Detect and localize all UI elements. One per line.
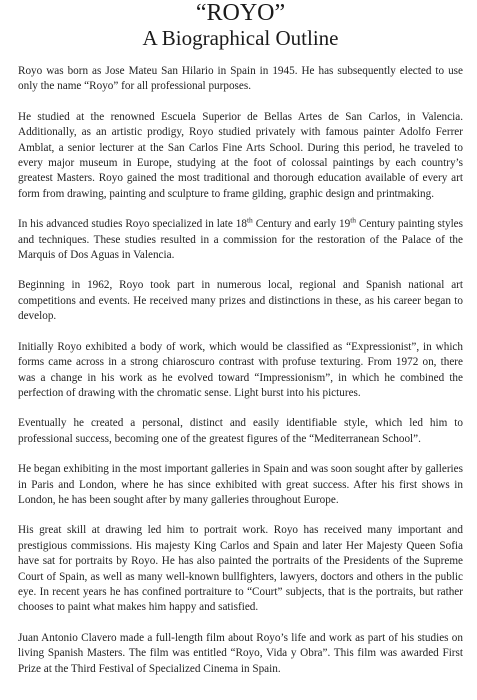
paragraph-portraits: His great skill at drawing led him to portrait work. Royo has received many important and prestigious commissions. His majesty King Carlos and Spain and later Her Majesty Queen Sofia have sat for portraits by Royo. He has also painted the portraits of the Presidents of the Supreme Court of Spain, as well as many well-known bullfighters, lawyers, doctors and others in the public eye. In recent years he has confined portraiture to “Court” subjects, that is the portraits, but rather chooses to paint what makes him happy and satisfied. [18,524,463,614]
document-title: “ROYO” [195,0,286,26]
paragraph-text: In his advanced studies Royo specialized in late 18 [18,218,247,231]
document-subtitle: A Biographical Outline [142,26,339,50]
paragraph-galleries: He began exhibiting in the most important galleries in Spain and was soon sought after by galleries in Paris and London, where he has since exhibited with great success. After his first shows in London, he has been sought after by many galleries throughout Europe. [18,463,463,506]
superscript: th [246,215,253,225]
paragraph-text: Century painting styles and techniques. These studies resulted in a commission for the restoration of the Palace of the Marquis of Dos Aguas in Valencia. [18,218,463,262]
paragraph-style: Eventually he created a personal, distinct and easily identifiable style, which led him to professional success, becoming one of the greatest figures of the “Mediterranean School”. [18,417,463,445]
paragraph-competitions: Beginning in 1962, Royo took part in numerous local, regional and Spanish national art competitions and events. He received many prizes and distinctions in these, as his career began to develop. [18,279,463,323]
paragraph-advanced-studies [18,217,463,263]
superscript: th [350,215,357,225]
paragraph-birth: Royo was born as Jose Mateu San Hilario in Spain in 1945. He has subsequently elected to use only the name “Royo” for all professional purposes. [18,65,463,93]
paragraph-expressionist: Initially Royo exhibited a body of work, which would be classified as “Expressionist”, in which forms came across in a strong chiaroscuro contrast with profuse texturing. From 1972 on, there was a change in his work as he evolved toward “Impressionism”, in which he combined the perfection of drawing with the chromatic sense. Light burst into his pictures. [18,340,463,399]
paragraph-text: Century and early 19 [252,218,351,231]
paragraph-film: Juan Antonio Clavero made a full-length film about Royo’s life and work as part of his studies on living Spanish Masters. The film was entitled “Royo, Vida y Obra”. This film was awarded First Prize at the Third Festival of Specialized Cinema in Spain. [18,631,463,675]
paragraph-education: He studied at the renowned Escuela Superior de Bellas Artes de San Carlos, in Valencia. Additionally, as an artistic prodigy, Royo studied privately with famous painter Adolfo Ferrer Amblat, a senior lecturer at the San Carlos Fine Arts School. During this period, he traveled to every major museum in Europe, studying at the foot of colossal paintings by each country’s greatest Masters. Royo gained the most traditional and thorough education available of every art form from drawing, painting and sculpture to frame gilding, graphic design and printmaking. [18,110,463,200]
